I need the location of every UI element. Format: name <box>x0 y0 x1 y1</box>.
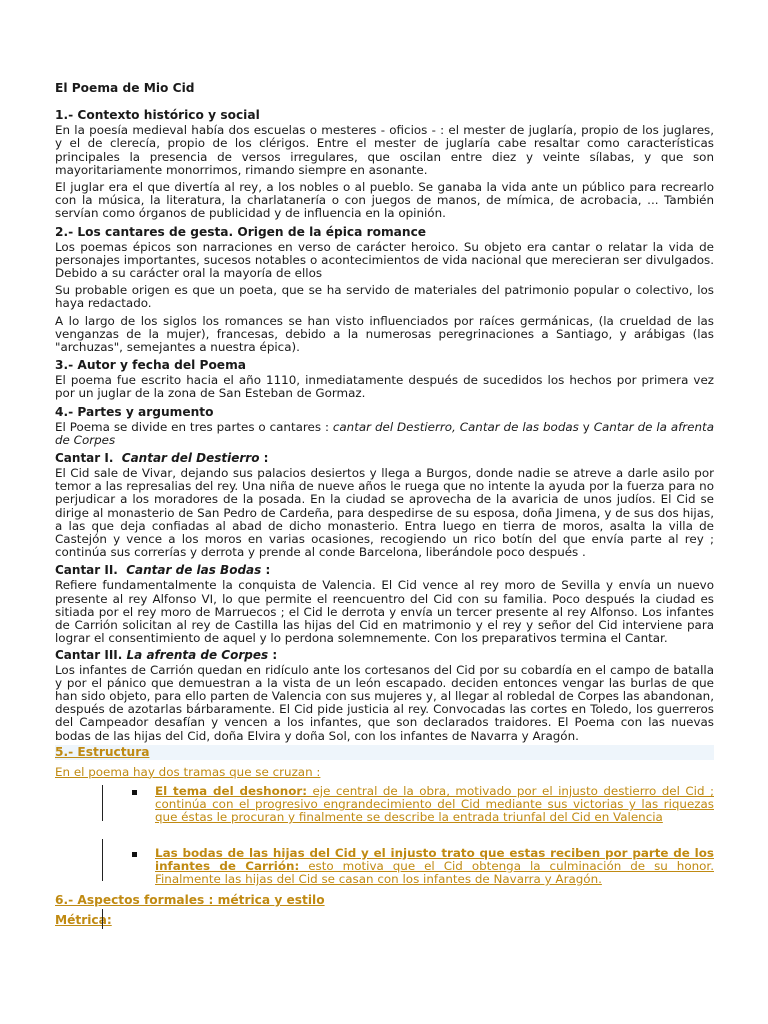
metrica-wrap <box>55 913 714 927</box>
bullet-1-title[interactable]: El tema del deshonor: <box>155 783 307 798</box>
section-5-heading[interactable]: 5.- Estructura <box>55 744 150 759</box>
cantar-3-name: La afrenta de Corpes <box>126 647 269 662</box>
section-1-paragraph-2: El juglar era el que divertía al rey, a los nobles o al pueblo. Se ganaba la vida ante un público para recrearlo con la música, la literatura, la charlatanería o con juegos de manos, de mímica, de acrobacia, ... También servían como órganos de publicidad y de influencia en la opinión. <box>55 180 714 221</box>
section-5-intro-link[interactable]: En el poema hay dos tramas que se cruzan : <box>55 764 321 779</box>
cantar-1-colon: : <box>259 451 269 466</box>
section-4-paragraph-1 <box>55 421 714 447</box>
parts-italic-2: Cantar de la afrenta de Corpes <box>55 419 714 447</box>
section-2-paragraph-3: A lo largo de los siglos los romances se han visto influenciados por raíces germánicas, (la crueldad de las venganzas de la mujer), francesas, debido a la numerosas peregrinaciones a Santiago, y arábigas (las "archuzas", semejantes a nuestra épica). <box>55 313 714 355</box>
section-6-heading-wrap <box>55 893 714 907</box>
cantar-2-name: Cantar de las Bodas <box>126 563 262 578</box>
document-page <box>55 82 714 928</box>
bullet-2-marker-icon <box>132 852 137 857</box>
section-6-heading[interactable]: 6.- Aspectos formales : métrica y estilo <box>55 893 325 908</box>
section-5-heading-bar <box>55 745 714 760</box>
bullet-2-title[interactable]: Las bodas de las hijas del Cid y el injusto trato que estas reciben por parte de los infantes de Carrión: <box>155 845 714 873</box>
section-3-heading: 3.- Autor y fecha del Poema <box>55 358 247 373</box>
section-2-paragraph-2: Su probable origen es que un poeta, que se ha servido de materiales del patrimonio popular o colectivo, los haya redactado. <box>55 283 714 311</box>
parts-mid: y <box>578 419 594 434</box>
metrica-heading[interactable]: Métrica: <box>55 913 112 928</box>
bullet-2-text[interactable]: esto motiva que el Cid obtenga la culminación de su honor. Finalmente las hijas del Cid se casan con los infantes de Navarra y Aragón. <box>155 858 714 886</box>
cantar-1-text: El Cid sale de Vivar, dejando sus palacios desiertos y llega a Burgos, donde nadie se atreve a darle asilo por temor a las represalias del rey. Una niña de nueve años le ruega que no intente la ayuda por la fuerza para no perjudicar a los moradores de la posada. En la ciudad se aprovecha de la avaricia de unos judíos. El Cid se dirige al monasterio de San Pedro de Cardeña, para despedirse de su esposa, doña Jimena, y de sus dos hijas, a las que deja confiadas al abad de dicho monasterio. Entra luego en tierra de moros, asalta la villa de Castejón y vence a los moros en varias ocasiones, recogiendo un rico botín del que envía parte al rey ; continúa sus correrías y derrota y prende al conde Barcelona, liberándole poco después . <box>55 466 714 560</box>
bullet-item-bodas <box>102 847 714 887</box>
parts-italic-1: cantar del Destierro, Cantar de las bodas <box>332 419 579 434</box>
cantar-2-label: Cantar II. <box>55 563 118 578</box>
cantar-3-label: Cantar III. <box>55 647 123 662</box>
section-2-heading: 2.- Los cantares de gesta. Origen de la épica romance <box>55 224 427 239</box>
cantar-1-label: Cantar I. <box>55 451 114 466</box>
document-title: El Poema de Mio Cid <box>55 81 195 95</box>
bullet-2-vertical-line <box>102 839 103 881</box>
section-4-heading: 4.- Partes y argumento <box>55 404 214 419</box>
cantar-3-heading <box>55 648 714 662</box>
parts-intro: El Poema se divide en tres partes o cantares : <box>55 419 333 434</box>
bullet-item-deshonor <box>102 785 714 825</box>
bullet-1-marker-icon <box>132 790 137 795</box>
cantar-2-colon: : <box>261 563 271 578</box>
section-1-heading: 1.- Contexto histórico y social <box>55 108 260 123</box>
section-2-paragraph-1: Los poemas épicos son narraciones en verso de carácter heroico. Su objeto era cantar o relatar la vida de personajes importantes, sucesos notables o acontecimientos de vida nacional que merecieran ser divulgados. Debido a su carácter oral la mayoría de ellos <box>55 239 714 281</box>
cantar-2-text: Refiere fundamentalmente la conquista de Valencia. El Cid vence al rey moro de Sevilla y envía un nuevo presente al rey Alfonso VI, lo que permite el reencuentro del Cid con su familia. Poco después la ciudad es sitiada por el rey moro de Marruecos ; el Cid le derrota y envía un tercer presente al rey Alfonso. Los infantes de Carrión solicitan al rey de Castilla las hijas del Cid en matrimonio y el rey y señor del Cid interviene para lograr el consentimiento de aquel y lo perdona solemnemente. Con los preparativos termina el Cantar. <box>55 578 714 646</box>
bullet-1-vertical-line <box>102 785 103 821</box>
cantar-1-name: Cantar del Destierro <box>121 451 260 466</box>
cantar-3-colon: : <box>268 647 278 662</box>
cantar-1-heading <box>55 451 714 465</box>
bullet-1-text[interactable]: eje central de la obra, motivado por el injusto destierro del Cid ; continúa con el progresivo engrandecimiento del Cid mediante sus victorias y las riquezas que éstas le procuran y finalmente se describe la entrada triunfal del Cid en Valencia <box>155 783 714 825</box>
cantar-2-heading <box>55 563 714 577</box>
metrica-vertical-line <box>102 909 103 929</box>
section-1-paragraph-1: En la poesía medieval había dos escuelas o mesteres - oficios - : el mester de juglaría, propio de los juglares, y el de clerecía, propio de los clérigos. Entre el mester de juglaría cabe resaltar como características principales la presencia de versos irregulares, que oscilan entre diez y veinte sílabas, y que son mayoritariamente monorrimos, rimando siempre en asonante. <box>55 123 714 177</box>
cantar-3-text: Los infantes de Carrión quedan en ridículo ante los cortesanos del Cid por su cobardía en el campo de batalla y por el pánico que demuestran a la vista de un león escapado. deciden entonces vengar las burlas de que han sido objeto, para ello parten de Valencia con sus mujeres y, al llegar al robledal de Corpes las abandonan, después de azotarlas bárbaramente. El Cid pide justicia al rey. Convocadas las cortes en Toledo, los guerreros del Campeador desafían y vencen a los infantes, que son declarados traidores. El Poema con las nuevas bodas de las hijas del Cid, doña Elvira y doña Sol, con los infantes de Navarra y Aragón. <box>55 662 714 743</box>
section-3-paragraph-1: El poema fue escrito hacia el año 1110, inmediatamente después de sucedidos los hechos por primera vez por un juglar de la zona de San Esteban de Gormaz. <box>55 373 714 401</box>
section-5-intro <box>55 766 714 779</box>
